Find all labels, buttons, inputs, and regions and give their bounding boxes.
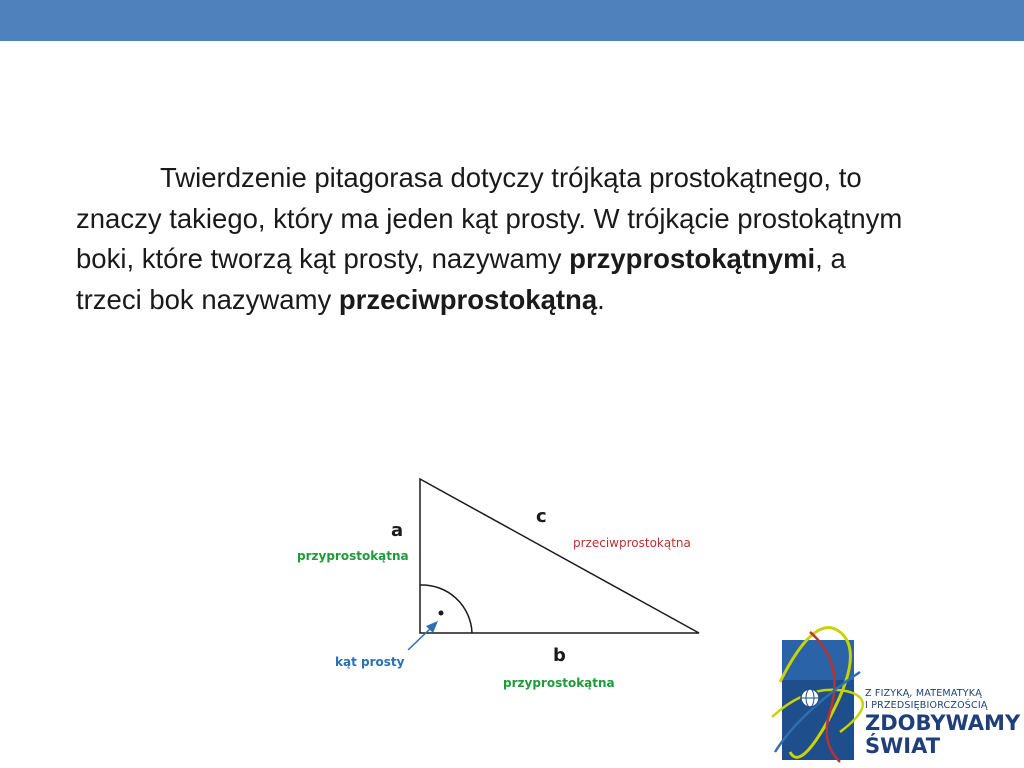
side-c-label: przeciwprostokątna [573,536,691,550]
term-przyprostokatne: przyprostokątnymi [569,243,816,274]
logo-line-3: ZDOBYWAMY [865,711,1021,735]
triangle-shape [420,479,699,633]
side-a-label: przyprostokątna [297,549,409,563]
main-paragraph [76,158,916,320]
logo-line-4: ŚWIAT [865,734,941,758]
side-c-letter: c [536,506,547,527]
right-angle-dot [439,611,444,616]
text-part-2: , a trzeci bok nazywamy [76,243,846,315]
body-text [76,158,916,320]
text-part-1: Twierdzenie pitagorasa dotyczy trójkąta prostokątnego, to znaczy takiego, który ma jeden kąt prosty. W trójkącie prostokątnym boki, które tworzą kąt prosty, nazywamy [76,162,903,274]
globe-icon [801,689,819,707]
side-b-label: przyprostokątna [503,676,615,690]
project-logo [770,622,1024,768]
triangle-diagram [290,470,730,700]
right-angle-label: kąt prosty [335,655,405,669]
logo-line-1: Z FIZYKĄ, MATEMATYKĄ [865,688,982,699]
term-przeciwprostokatna: przeciwprostokątną [338,283,598,315]
text-part-3: . [597,283,605,315]
top-bar [0,0,1024,41]
side-a-letter: a [391,520,404,541]
logo-line-2: I PRZEDSIĘBIORCZOŚCIĄ [865,700,988,711]
side-b-letter: b [553,645,566,666]
